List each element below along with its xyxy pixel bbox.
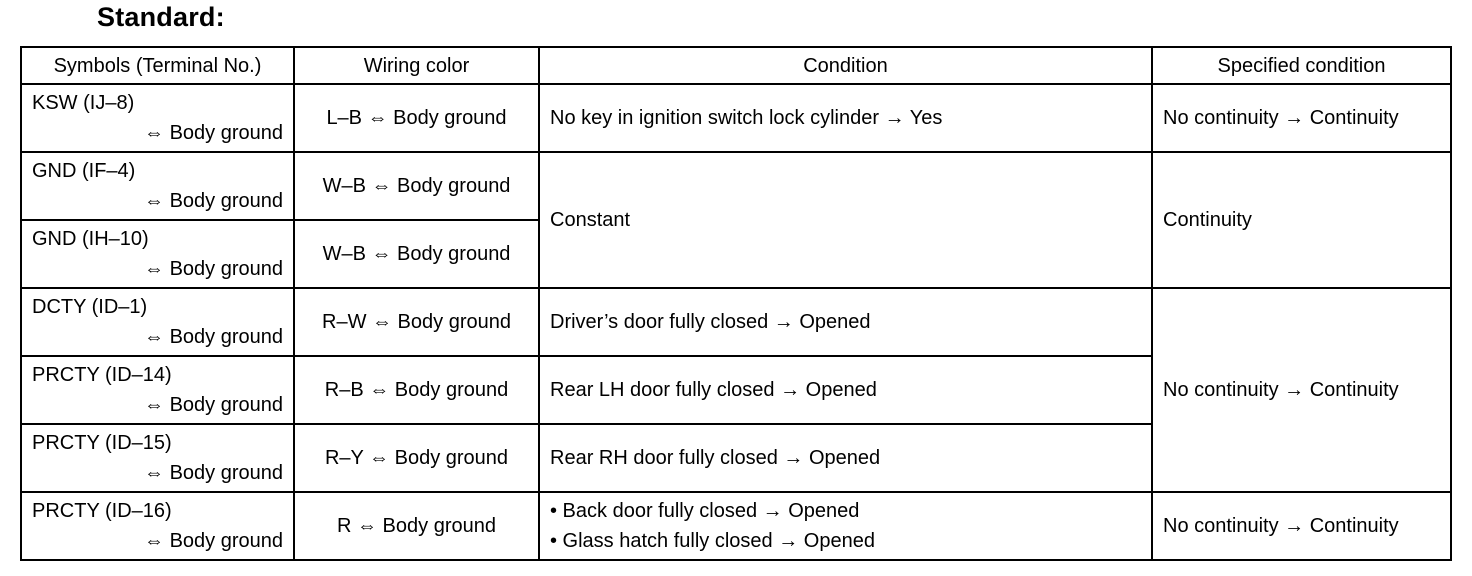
table-row bbox=[21, 288, 1451, 356]
symbol-cell bbox=[21, 84, 294, 152]
wiring-color-cell: L–B ⇔ Body ground bbox=[294, 84, 539, 152]
wiring-color-cell: W–B ⇔ Body ground bbox=[294, 220, 539, 288]
condition-cell: No key in ignition switch lock cylinder → Yes bbox=[539, 84, 1152, 152]
section-heading: Standard: bbox=[97, 2, 225, 32]
condition-cell: Driver’s door fully closed → Opened bbox=[539, 288, 1152, 356]
wiring-color-cell: R–Y ⇔ Body ground bbox=[294, 424, 539, 492]
table-header-row bbox=[21, 47, 1451, 84]
ground-label: ⇔ Body ground bbox=[144, 258, 283, 280]
ground-label: ⇔ Body ground bbox=[144, 326, 283, 348]
condition-bullet: • Back door fully closed → Opened bbox=[550, 500, 860, 522]
terminal-label: GND (IH–10) bbox=[32, 228, 149, 250]
specified-condition-cell: Continuity bbox=[1152, 152, 1451, 288]
header-specified-condition: Specified condition bbox=[1152, 47, 1451, 84]
table-row bbox=[21, 84, 1451, 152]
terminal-label: PRCTY (ID–16) bbox=[32, 500, 172, 522]
ground-label: ⇔ Body ground bbox=[144, 190, 283, 212]
terminal-label: KSW (IJ–8) bbox=[32, 92, 135, 114]
specified-condition-cell: No continuity → Continuity bbox=[1152, 492, 1451, 560]
wiring-color-cell: R–W ⇔ Body ground bbox=[294, 288, 539, 356]
symbol-cell bbox=[21, 288, 294, 356]
symbol-cell bbox=[21, 220, 294, 288]
condition-cell: Constant bbox=[539, 152, 1152, 288]
symbol-cell bbox=[21, 424, 294, 492]
condition-cell: Rear LH door fully closed → Opened bbox=[539, 356, 1152, 424]
table-row bbox=[21, 492, 1451, 560]
ground-label: ⇔ Body ground bbox=[144, 122, 283, 144]
symbol-cell bbox=[21, 356, 294, 424]
header-condition: Condition bbox=[539, 47, 1152, 84]
ground-label: ⇔ Body ground bbox=[144, 462, 283, 484]
condition-cell bbox=[539, 492, 1152, 560]
wiring-color-cell: W–B ⇔ Body ground bbox=[294, 152, 539, 220]
terminal-label: PRCTY (ID–14) bbox=[32, 364, 172, 386]
specified-condition-cell: No continuity → Continuity bbox=[1152, 288, 1451, 492]
header-wiring-color: Wiring color bbox=[294, 47, 539, 84]
specified-condition-cell: No continuity → Continuity bbox=[1152, 84, 1451, 152]
condition-bullet: • Glass hatch fully closed → Opened bbox=[550, 530, 875, 552]
terminal-label: GND (IF–4) bbox=[32, 160, 136, 182]
continuity-spec-table bbox=[20, 46, 1452, 561]
table-row bbox=[21, 152, 1451, 220]
condition-cell: Rear RH door fully closed → Opened bbox=[539, 424, 1152, 492]
ground-label: ⇔ Body ground bbox=[144, 530, 283, 552]
symbol-cell bbox=[21, 492, 294, 560]
terminal-label: DCTY (ID–1) bbox=[32, 296, 148, 318]
ground-label: ⇔ Body ground bbox=[144, 394, 283, 416]
wiring-color-cell: R–B ⇔ Body ground bbox=[294, 356, 539, 424]
wiring-color-cell: R ⇔ Body ground bbox=[294, 492, 539, 560]
header-symbols: Symbols (Terminal No.) bbox=[21, 47, 294, 84]
symbol-cell bbox=[21, 152, 294, 220]
terminal-label: PRCTY (ID–15) bbox=[32, 432, 172, 454]
